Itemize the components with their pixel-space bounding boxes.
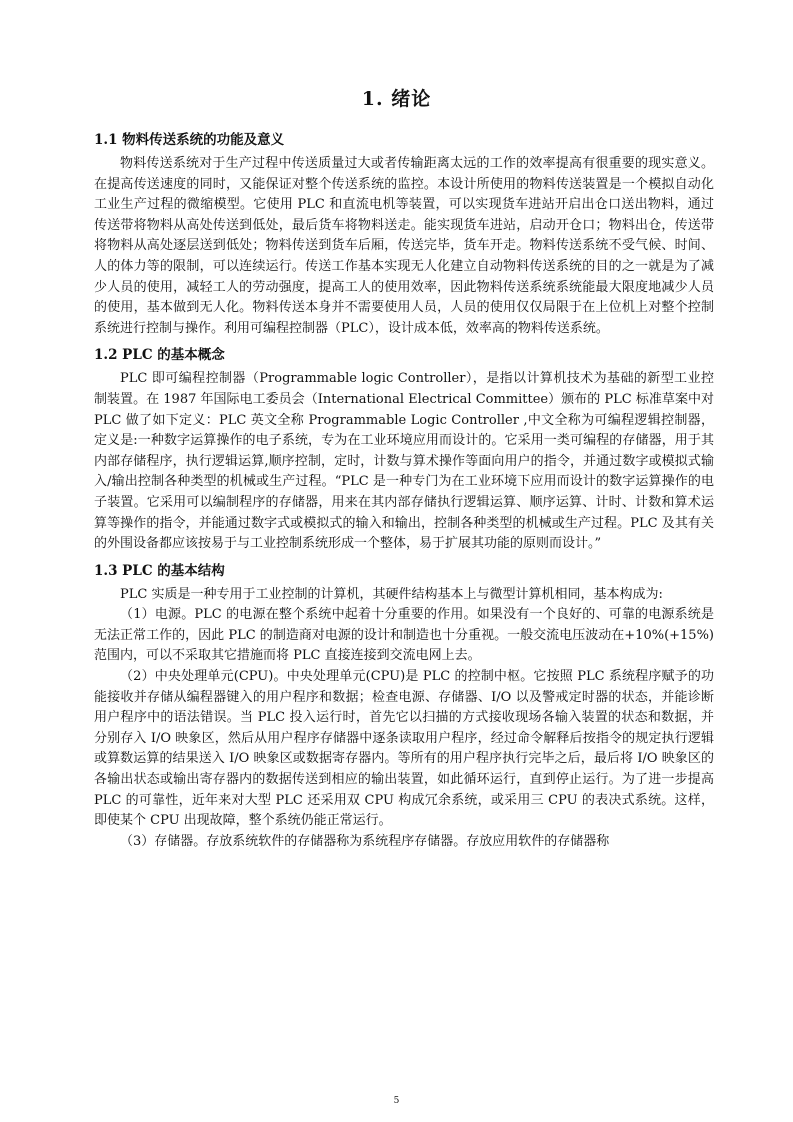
document-body (94, 128, 714, 852)
paragraph: PLC 实质是一种专用于工业控制的计算机，其硬件结构基本上与微型计算机相同，基本构成为: (120, 586, 663, 602)
section-1-2 (94, 343, 714, 554)
paragraph-power-supply: （1）电源。PLC 的电源在整个系统中起着十分重要的作用。如果没有一个良好的、可靠的电源系统是无法正常工作的，因此 PLC 的制造商对电源的设计和制造也十分重视。一般交流电压波动在+10%(+15%)范围内，可以不采取其它措施而将 PLC 直接连接到交流电网上去。 (94, 607, 714, 664)
section-heading: 1.1 物料传送系统的功能及意义 (94, 132, 285, 148)
section-1-1 (94, 128, 714, 339)
chapter-title: 1. 绪论 (361, 88, 432, 110)
section-1-3 (94, 559, 714, 853)
paragraph-cpu: （2）中央处理单元(CPU)。中央处理单元(CPU)是 PLC 的控制中枢。它按照 PLC 系统程序赋予的功能接收并存储从编程器键入的用户程序和数据；检查电源、存储器、I/O 以及警戒定时器的状态，并能诊断用户程序中的语法错误。当 PLC 投入运行时，首先它以扫描的方式接收现场各输入装置的状态和数据，并分别存入 I/O 映象区，然后从用户程序存储器中逐条读取用户程序，经过命令解释后按指令的规定执行逻辑或算数运算的结果送入 I/O 映象区或数据寄存器内。等所有的用户程序执行完毕之后，最后将 I/O 映象区的各输出状态或输出寄存器内的数据传送到相应的输出装置，如此循环运行，直到停止运行。为了进一步提高 PLC 的可靠性，近年来对大型 PLC 还采用双 CPU 构成冗余系统，或采用三 CPU 的表决式系统。这样，即使某个 CPU 出现故障，整个系统仍能正常运行。 (94, 669, 714, 829)
paragraph-memory: （3）存储器。存放系统软件的存储器称为系统程序存储器。存放应用软件的存储器称 (120, 833, 610, 849)
section-heading: 1.2 PLC 的基本概念 (94, 347, 225, 364)
section-heading: 1.3 PLC 的基本结构 (94, 562, 225, 579)
paragraph: 物料传送系统对于生产过程中传送质量过大或者传输距离太远的工作的效率提高有很重要的现实意义。在提高传送速度的同时，又能保证对整个传送系统的监控。本设计所使用的物料传送装置是一个模拟自动化工业生产过程的微缩模型。它使用 PLC 和直流电机等装置，可以实现货车进站开启出仓口送出物料，通过传送带将物料从高处传送到低处，最后货车将物料送走。能实现货车进站，启动开仓口；物料出仓，传送带将物料从高处逐层送到低处；物料传送到货车后厢，传送完毕，货车开走。物料传送系统不受气候、时间、人的体力等的限制，可以连续运行。传送工作基本实现无人化建立自动物料传送系统的目的之一就是为了减少人员的使用，减轻工人的劳动强度，提高工人的使用效率，因此物料传送系统系统能最大限度地减少人员的使用，基本做到无人化。物料传送本身并不需要使用人员，人员的使用仅仅局限于在上位机上对整个控制系统进行控制与操作。利用可编程控制器（PLC），设计成本低，效率高的物料传送系统。 (94, 156, 714, 336)
page-number: 5 (393, 1096, 400, 1106)
paragraph: PLC 即可编程控制器（Programmable logic Controller），是指以计算机技术为基础的新型工业控制装置。在 1987 年国际电工委员会（International Electrical Committee）颁布的 PLC 标准草案中对 PLC 做了如下定义：PLC 英文全称 Programmable Logic Controller ,中文全称为可编程逻辑控制器，定义是:一种数字运算操作的电子系统，专为在工业环境应用而设计的。它采用一类可编程的存储器，用于其内部存储程序，执行逻辑运算,顺序控制，定时，计数与算术操作等面向用户的指令，并通过数字或模拟式输入/输出控制各种类型的机械或生产过程。“PLC 是一种专门为在工业环境下应用而设计的数字运算操作的电子装置。它采用可以编制程序的存储器，用来在其内部存储执行逻辑运算、顺序运算、计时、计数和算术运算等操作的指令，并能通过数字式或模拟式的输入和输出，控制各种类型的机械或生产过程。PLC 及其有关的外围设备都应该按易于与工业控制系统形成一个整体，易于扩展其功能的原则而设计。” (94, 371, 714, 552)
